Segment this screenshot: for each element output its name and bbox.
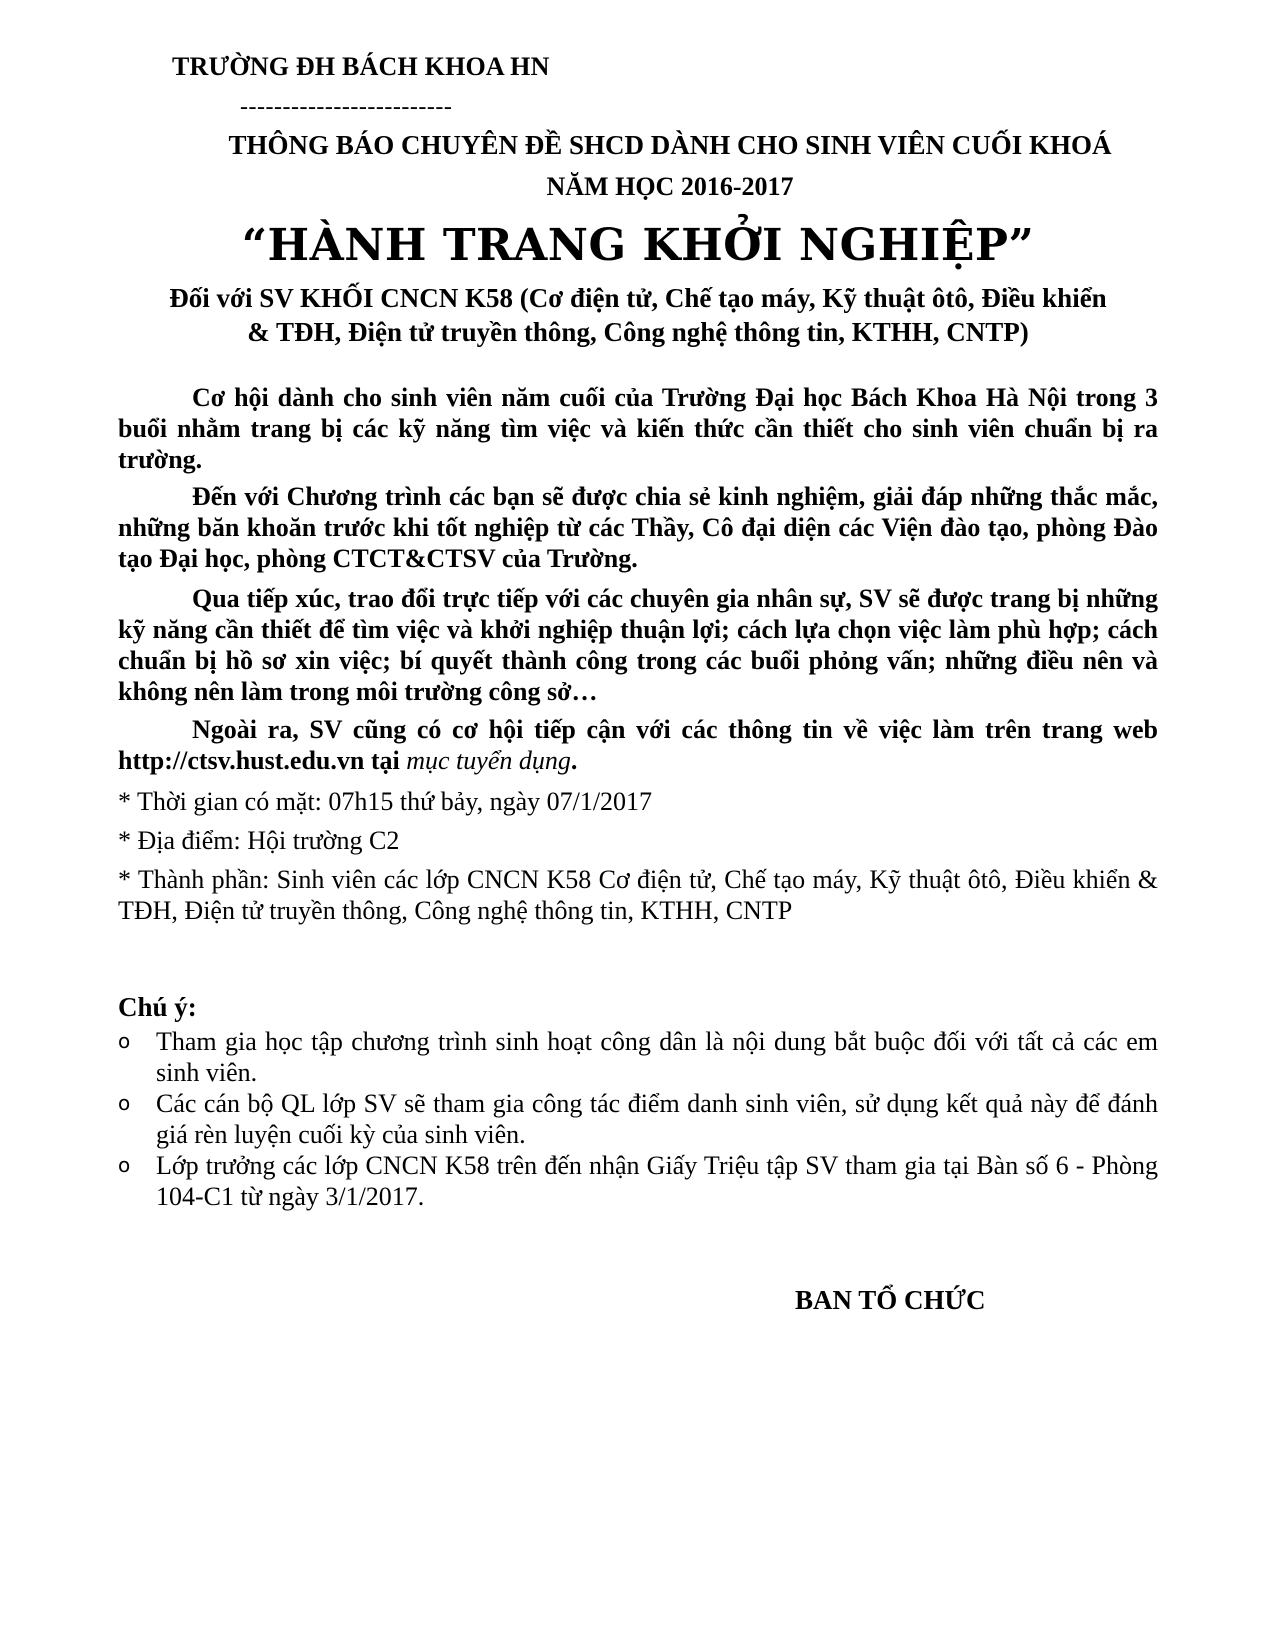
body-paragraph-3-text: Qua tiếp xúc, trao đổi trực tiếp với các chuyên gia nhân sự, SV sẽ được trang bị những kỹ năng cần thiết để tìm việc và khởi nghiệp thuận lợi; cách lựa chọn việc làm phù hợp; cách chuẩn bị hồ sơ xin việc; bí quyết thành công trong các buổi phỏng vấn; những điều nên và không nên làm trong môi trường công sở… <box>118 584 1158 706</box>
organizer-signature: BAN TỔ CHỨC <box>795 1285 986 1315</box>
circle-bullet-icon: o <box>118 1153 131 1177</box>
body-paragraph-4 <box>118 714 1158 776</box>
circle-bullet-icon: o <box>118 1091 131 1115</box>
event-place: * Địa điểm: Hội trường C2 <box>118 826 400 855</box>
event-title: “HÀNH TRANG KHỞI NGHIỆP” <box>241 220 1035 271</box>
body-paragraph-1 <box>118 382 1158 475</box>
note-item-text: Lớp trưởng các lớp CNCN K58 trên đến nhận Giấy Triệu tập SV tham gia tại Bàn số 6 - Phòng 104-C1 từ ngày 3/1/2017. <box>156 1151 1158 1211</box>
event-time: * Thời gian có mặt: 07h15 thứ bảy, ngày 07/1/2017 <box>118 787 653 816</box>
body-paragraph-2-text: Đến với Chương trình các bạn sẽ được chia sẻ kinh nghiệm, giải đáp những thắc mắc, những băn khoăn trước khi tốt nghiệp từ các Thầy, Cô đại diện các Viện đào tạo, phòng Đào tạo Đại học, phòng CTCT&CTSV của Trường. <box>118 482 1158 573</box>
event-participants: * Thành phần: Sinh viên các lớp CNCN K58 Cơ điện tử, Chế tạo máy, Kỹ thuật ôtô, Điều khiển & TĐH, Điện tử truyền thông, Công nghệ thông tin, KTHH, CNTP <box>118 865 1158 925</box>
circle-bullet-icon: o <box>118 1029 131 1053</box>
body-paragraph-4-end: . <box>570 746 578 775</box>
target-audience-line2: & TĐH, Điện tử truyền thông, Công nghệ thông tin, KTHH, CNTP) <box>247 317 1029 347</box>
notice-title-line1: THÔNG BÁO CHUYÊN ĐỀ SHCD DÀNH CHO SINH VIÊN CUỐI KHOÁ <box>228 130 1112 160</box>
note-item-text: Tham gia học tập chương trình sinh hoạt công dân là nội dung bắt buộc đối với tất cả các em sinh viên. <box>156 1027 1158 1087</box>
recruitment-section-link: mục tuyển dụng <box>406 746 571 775</box>
notice-title-line2: NĂM HỌC 2016-2017 <box>546 172 794 201</box>
note-item <box>118 1088 1158 1150</box>
body-paragraph-1-text: Cơ hội dành cho sinh viên năm cuối của Trường Đại học Bách Khoa Hà Nội trong 3 buổi nhằm trang bị các kỹ năng tìm việc và kiến thức cần thiết cho sinh viên chuẩn bị ra trường. <box>118 383 1158 474</box>
notes-list <box>118 1026 1158 1212</box>
note-item-text: Các cán bộ QL lớp SV sẽ tham gia công tác điểm danh sinh viên, sử dụng kết quả này để đánh giá rèn luyện cuối kỳ của sinh viên. <box>156 1089 1158 1149</box>
target-audience-line1: Đối với SV KHỐI CNCN K58 (Cơ điện tử, Chế tạo máy, Kỹ thuật ôtô, Điều khiển <box>169 283 1107 313</box>
header-divider: ------------------------- <box>240 94 453 120</box>
note-item <box>118 1026 1158 1088</box>
body-paragraph-2 <box>118 481 1158 574</box>
body-paragraph-4-text: Ngoài ra, SV cũng có cơ hội tiếp cận với các thông tin về việc làm trên trang web http://ctsv.hust.edu.vn tại <box>118 715 1158 775</box>
body-paragraph-3 <box>118 583 1158 707</box>
notes-heading: Chú ý: <box>118 992 197 1022</box>
note-item <box>118 1150 1158 1212</box>
school-name: TRƯỜNG ĐH BÁCH KHOA HN <box>172 52 550 81</box>
